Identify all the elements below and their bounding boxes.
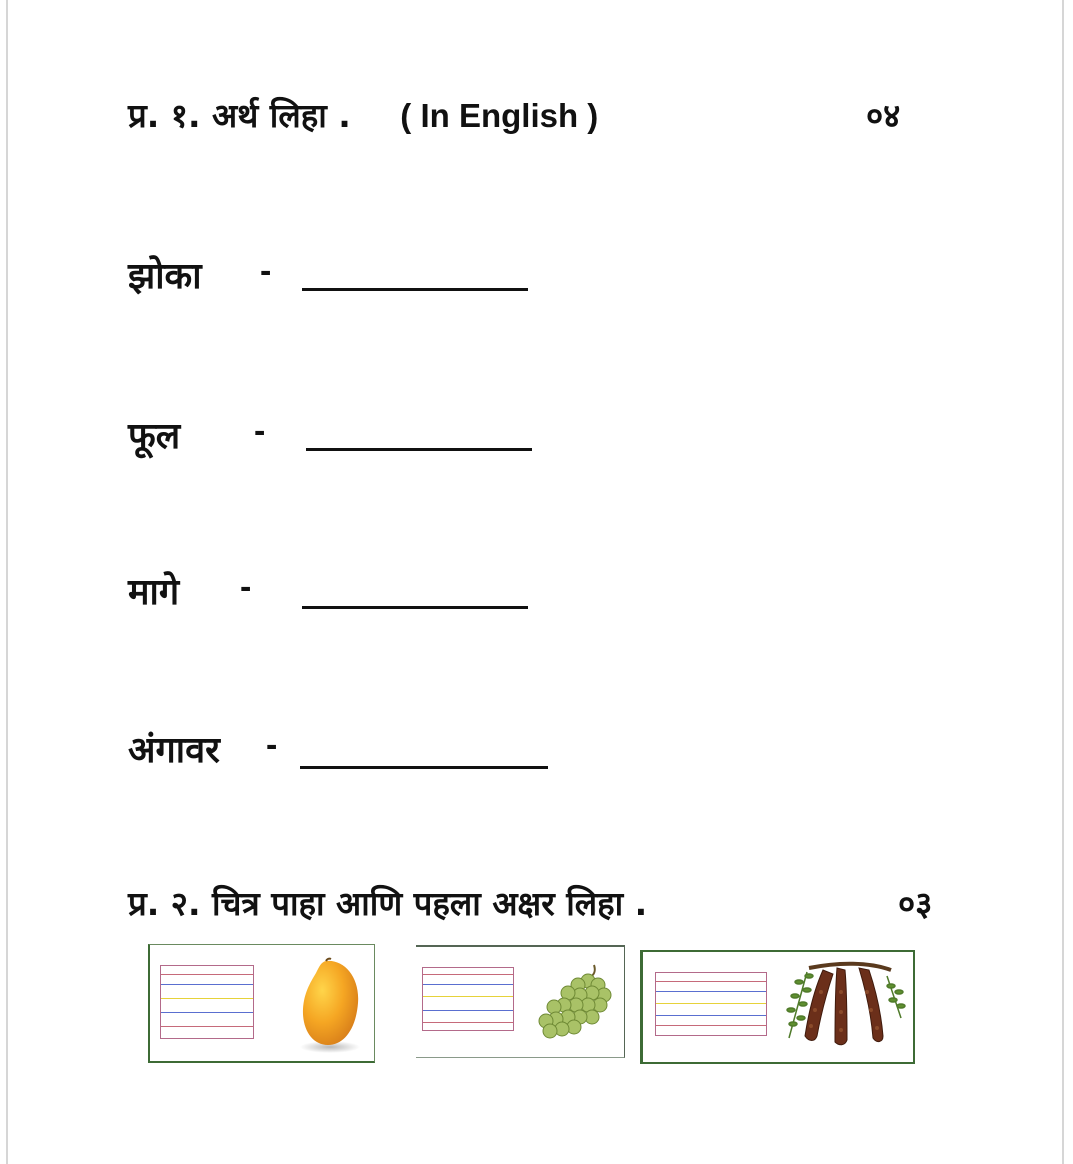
question-1-title: प्र. १. अर्थ लिहा . [128, 96, 351, 135]
question-1-english-note: ( In English ) [400, 97, 599, 134]
letter-writing-box[interactable] [160, 965, 254, 1039]
dash: - [240, 568, 252, 606]
page-border-right [1062, 0, 1064, 1164]
question-2-heading: प्र. २. चित्र पाहा आणि पहला अक्षर लिहा . [128, 884, 648, 923]
dash: - [254, 412, 266, 450]
answer-line[interactable] [300, 766, 548, 769]
question-1-marks: ०४ [866, 96, 901, 135]
page-border-left [6, 0, 8, 1164]
word-label: झोका [128, 256, 202, 297]
word-label: अंगावर [128, 730, 220, 771]
word-label: मागे [128, 572, 180, 613]
grapes-icon [534, 961, 616, 1043]
picture-card-tamarind [640, 950, 915, 1064]
picture-card-mango [148, 944, 375, 1063]
tamarind-icon [779, 958, 907, 1050]
question-2-marks: ०३ [898, 884, 933, 923]
word-label: फूल [128, 416, 181, 457]
mango-icon [296, 955, 364, 1055]
dash: - [260, 252, 272, 290]
dash: - [266, 726, 278, 764]
answer-line[interactable] [306, 448, 532, 451]
answer-line[interactable] [302, 288, 528, 291]
letter-writing-box[interactable] [422, 967, 514, 1031]
question-1-heading [128, 92, 598, 137]
picture-card-grapes [416, 945, 625, 1058]
letter-writing-box[interactable] [655, 972, 767, 1036]
answer-line[interactable] [302, 606, 528, 609]
